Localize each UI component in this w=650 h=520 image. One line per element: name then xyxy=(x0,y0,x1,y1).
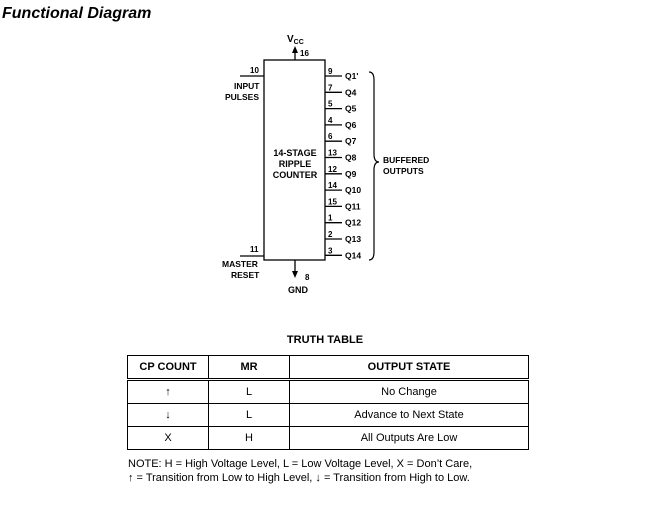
reset-label-line1: MASTER xyxy=(222,259,258,269)
vcc-label: $V_{CC}$ xyxy=(287,34,304,46)
table-row xyxy=(128,404,529,427)
output-label: Q5 xyxy=(345,103,357,114)
output-pin-number: 12 xyxy=(328,164,337,174)
output-pin-number: 7 xyxy=(328,83,333,93)
gnd-label: GND xyxy=(288,285,308,295)
note xyxy=(128,457,472,485)
header-cp-count: CP COUNT xyxy=(128,356,209,380)
output-pin-number: 5 xyxy=(328,99,333,109)
output-pin-number: 2 xyxy=(328,230,333,239)
cell-cp-count: X xyxy=(128,427,209,450)
output-pin-number: 1 xyxy=(328,213,333,223)
output-pin-number: 4 xyxy=(328,115,333,125)
output-pins xyxy=(325,67,361,260)
output-label: Q13 xyxy=(345,234,362,244)
input-pin: 10 xyxy=(250,66,259,75)
chip-label-line3: COUNTER xyxy=(272,170,318,180)
buffered-label-line1: BUFFERED xyxy=(383,155,430,165)
output-label: Q10 xyxy=(345,185,362,196)
truth-table xyxy=(127,355,529,450)
cell-output-state: All Outputs Are Low xyxy=(290,427,529,450)
table-row xyxy=(128,380,529,404)
cell-mr: H xyxy=(209,427,290,450)
note-line2: ↑ = Transition from Low to High Level, ↓ = Transition from High to Low. xyxy=(128,472,470,484)
vcc-pin: 16 xyxy=(300,49,309,58)
output-label: Q7 xyxy=(345,136,357,147)
cell-output-state: No Change xyxy=(290,380,529,404)
output-label: Q6 xyxy=(345,119,357,130)
output-label: Q4 xyxy=(345,87,357,98)
header-output-state: OUTPUT STATE xyxy=(290,356,529,380)
cell-cp-count: ↓ xyxy=(128,404,209,427)
vcc-arrow-icon xyxy=(292,46,298,53)
output-pin-number: 13 xyxy=(328,148,337,158)
output-label: Q9 xyxy=(345,168,357,179)
table-row xyxy=(128,427,529,450)
output-pin-number: 6 xyxy=(328,132,333,142)
input-label-line1: INPUT xyxy=(234,81,260,91)
cell-mr: L xyxy=(209,404,290,427)
diagram-title: Functional Diagram xyxy=(2,5,152,22)
output-pin-number: 14 xyxy=(328,181,337,191)
gnd-pin: 8 xyxy=(305,273,310,282)
gnd-arrow-icon xyxy=(292,271,298,278)
buffered-label-line2: OUTPUTS xyxy=(383,166,424,176)
header-mr: MR xyxy=(209,356,290,380)
cell-mr: L xyxy=(209,380,290,404)
chip-label-line1: 14-STAGE xyxy=(273,148,317,158)
output-label: Q8 xyxy=(345,152,357,163)
cell-output-state: Advance to Next State xyxy=(290,404,529,427)
input-label-line2: PULSES xyxy=(225,92,260,102)
output-label: Q12 xyxy=(345,217,362,228)
reset-label-line2: RESET xyxy=(231,270,260,280)
output-pin-number: 3 xyxy=(328,246,333,256)
truth-table-header-row xyxy=(128,356,529,380)
output-label: Q1' xyxy=(345,71,359,81)
note-line1: NOTE: H = High Voltage Level, L = Low Voltage Level, X = Don’t Care, xyxy=(128,458,473,470)
output-label: Q14 xyxy=(345,250,362,261)
output-label: Q11 xyxy=(345,201,361,212)
output-brace xyxy=(369,72,379,260)
output-pin-number: 15 xyxy=(328,197,337,207)
output-pin-number: 9 xyxy=(328,67,333,76)
cell-cp-count: ↑ xyxy=(128,380,209,404)
reset-pin: 11 xyxy=(250,245,259,254)
truth-table-title: TRUTH TABLE xyxy=(286,334,364,346)
chip-label-line2: RIPPLE xyxy=(278,159,312,169)
